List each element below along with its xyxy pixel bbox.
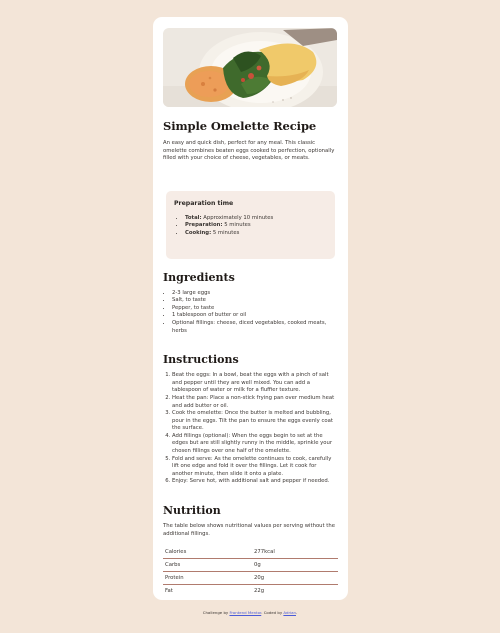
nutrition-heading: Nutrition <box>163 504 221 518</box>
list-item: • 2-3 large eggs <box>172 290 338 298</box>
recipe-card <box>153 17 348 600</box>
frontend-mentor-link[interactable]: Frontend Mentor <box>229 610 262 615</box>
preparation-item-text: 5 minutes <box>211 229 240 236</box>
ingredients-list <box>163 290 338 336</box>
nutrient-value: 22g <box>254 588 265 595</box>
author-link[interactable]: Adrian <box>283 610 296 615</box>
list-item: 3. Cook the omelette: Once the butter is melted and bubbling, pour in the eggs. Tilt the pan to ensure the eggs evenly coat the surface. <box>172 410 338 433</box>
list-item: 5. Fold and serve: As the omelette continues to cook, carefully lift one edge and fold it over the fillings. Let it cook for another minute, then slide it onto a plate. <box>172 456 338 479</box>
preparation-item-text: 5 minutes <box>222 222 251 229</box>
nutrition-table <box>163 546 338 597</box>
preparation-box <box>166 191 335 259</box>
list-item: • Optional fillings: cheese, diced vegetables, cooked meats, herbs <box>172 320 338 335</box>
page-title: Simple Omelette Recipe <box>163 119 317 133</box>
preparation-item-label: Preparation: <box>185 222 223 229</box>
preparation-item-label: Cooking: <box>185 229 212 236</box>
table-row <box>163 585 338 598</box>
table-row <box>163 546 338 559</box>
preparation-item <box>185 222 327 230</box>
ingredients-heading: Ingredients <box>163 270 235 284</box>
footer-middle: . Coded by <box>261 610 284 615</box>
nutrient-value: 277kcal <box>254 549 275 556</box>
ingredients-section <box>163 271 338 336</box>
footer-suffix: . <box>295 610 298 615</box>
preparation-item-text: Approximately 10 minutes <box>201 214 274 221</box>
nutrient-value: 0g <box>254 562 261 569</box>
table-row <box>163 559 338 572</box>
list-item: 2. Heat the pan: Place a non-stick frying pan over medium heat and add butter or oil. <box>172 395 338 410</box>
list-item: • Pepper, to taste <box>172 305 338 313</box>
footer-prefix: Challenge by <box>202 610 230 615</box>
list-item: • 1 tablespoon of butter or oil <box>172 312 338 320</box>
table-row <box>163 572 338 585</box>
attribution-footer <box>0 610 500 615</box>
preparation-list <box>174 215 327 238</box>
recipe-intro: An easy and quick dish, perfect for any meal. This classic omelette combines beaten eggs cooked to perfection, optionally filled with your choice of cheese, vegetables, or meats. <box>163 140 335 162</box>
nutrient-name: Protein <box>165 575 184 582</box>
instructions-section <box>163 353 338 486</box>
preparation-title: Preparation time <box>174 199 234 207</box>
preparation-item <box>185 215 327 223</box>
preparation-item-label: Total: <box>185 214 202 221</box>
instructions-list <box>163 372 338 486</box>
omelette-photo <box>163 28 337 107</box>
list-item: 4. Add fillings (optional): When the eggs begin to set at the edges but are still slightly runny in the middle, sprinkle your chosen fillings over one half of the omelette. <box>172 433 338 456</box>
list-item: • Salt, to taste <box>172 297 338 305</box>
list-item: 6. Enjoy: Serve hot, with additional salt and pepper if needed. <box>172 478 338 486</box>
instructions-heading: Instructions <box>163 353 239 367</box>
nutrient-name: Carbs <box>165 562 181 569</box>
nutrition-section <box>163 504 338 597</box>
nutrient-name: Fat <box>165 588 173 595</box>
list-item: 1. Beat the eggs: In a bowl, beat the eggs with a pinch of salt and pepper until they are well mixed. You can add a tablespoon of water or milk for a fluffier texture. <box>172 372 338 395</box>
preparation-item <box>185 230 327 238</box>
nutrient-name: Calories <box>165 549 187 556</box>
nutrition-intro: The table below shows nutritional values per serving without the additional fillings. <box>163 523 335 537</box>
nutrient-value: 20g <box>254 575 265 582</box>
